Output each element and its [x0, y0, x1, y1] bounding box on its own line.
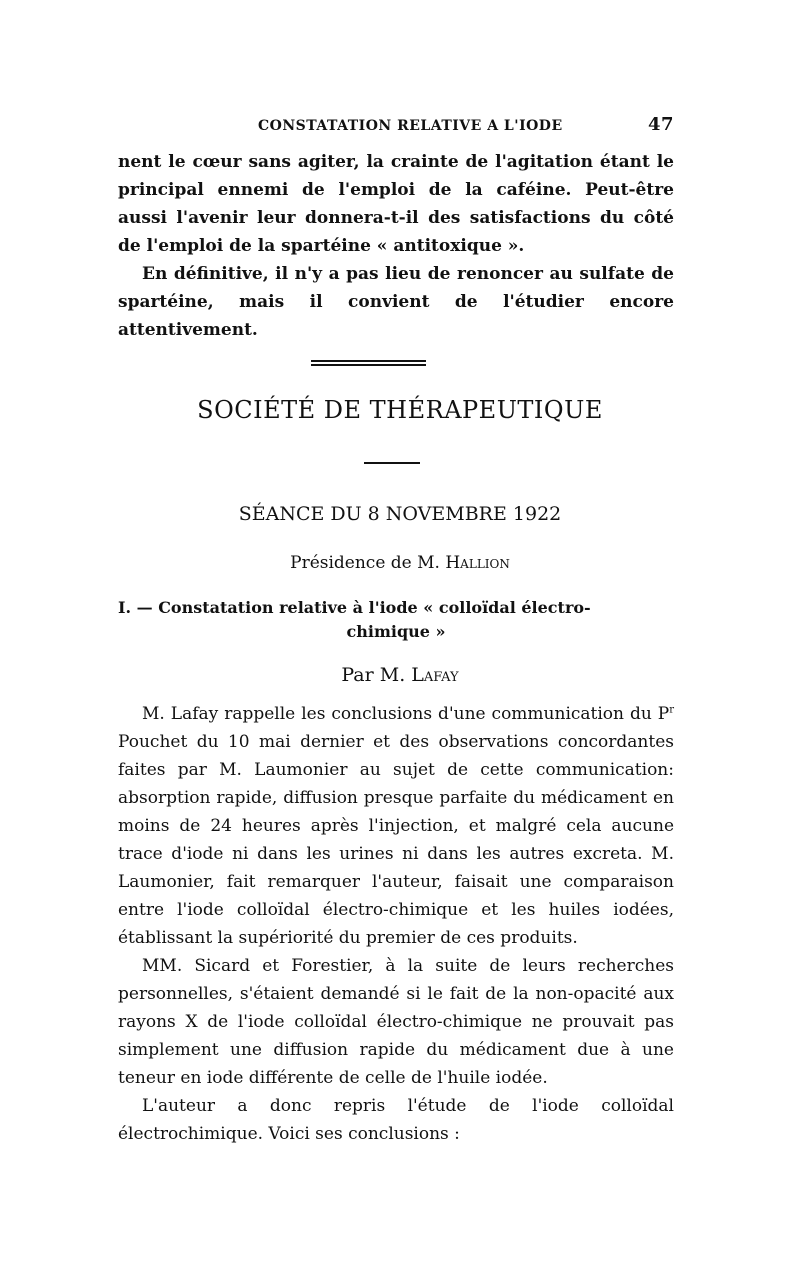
section-heading-line2: chimique »: [346, 622, 446, 641]
running-title: CONSTATATION RELATIVE A L'IODE: [258, 118, 563, 134]
author-prefix: Par M.: [341, 664, 412, 686]
society-title: SOCIÉTÉ DE THÉRAPEUTIQUE: [197, 396, 603, 424]
paragraph-lafay-part2: Pouchet du 10 mai dernier et des observations concordantes faites par M. Laumonier au sujet de cette communication: absorption rapide, diffusion presque parfaite du médicament en moins de 24 heures après l'injection, et malgré cela aucune trace d'iode ni dans les urines ni dans les autres excreta. M. Laumonier, fait remarquer l'auteur, faisait une comparaison entre l'iode colloïdal électro-chimique et les huiles iodées, établissant la supériorité du premier de ces produits.: [118, 732, 674, 948]
paragraph-conclusions-intro: L'auteur a donc repris l'étude de l'iode colloïdal électrochimique. Voici ses conclusions :: [118, 1096, 674, 1144]
paragraph-lafay-part1: M. Lafay rappelle les conclusions d'une communication du P: [142, 704, 670, 724]
presidency-prefix: Présidence de M.: [290, 553, 446, 573]
paragraph-sicard-forestier: MM. Sicard et Forestier, à la suite de leurs recherches personnelles, s'étaient demandé si le fait de la non-opacité aux rayons X de l'iode colloïdal électro-chimique ne prouvait pas simplement une diffusion rapide du médicament due à une teneur en iode différente de celle de l'huile iodée.: [118, 956, 674, 1088]
paragraph-lafay: [118, 700, 674, 952]
double-rule-divider: [311, 360, 426, 366]
intro-text: [118, 148, 674, 344]
main-text: [118, 700, 674, 1148]
page-number: 47: [647, 114, 674, 135]
author-name: Lafay: [411, 664, 459, 686]
section-heading: [118, 596, 674, 644]
president-name: Hallion: [445, 553, 510, 573]
section-heading-line1: I. — Constatation relative à l'iode « colloïdal électro-: [118, 598, 591, 617]
session-title: SÉANCE DU 8 NOVEMBRE 1922: [238, 503, 562, 525]
running-head: [118, 116, 674, 140]
intro-paragraph-conclusion: En définitive, il n'y a pas lieu de renoncer au sulfate de spartéine, mais il convient de l'étudier encore attentivement.: [118, 264, 674, 340]
intro-paragraph-continued: nent le cœur sans agiter, la crainte de l'agitation étant le principal ennemi de l'emploi de la caféine. Peut-être aussi l'avenir leur donnera-t-il des satisfactions du côté de l'emploi de la spartéine « antitoxique ».: [118, 152, 674, 256]
short-rule-divider: [364, 462, 420, 464]
author-line: [0, 664, 800, 686]
superscript-r: r: [669, 704, 674, 716]
presidency-line: [0, 553, 800, 573]
